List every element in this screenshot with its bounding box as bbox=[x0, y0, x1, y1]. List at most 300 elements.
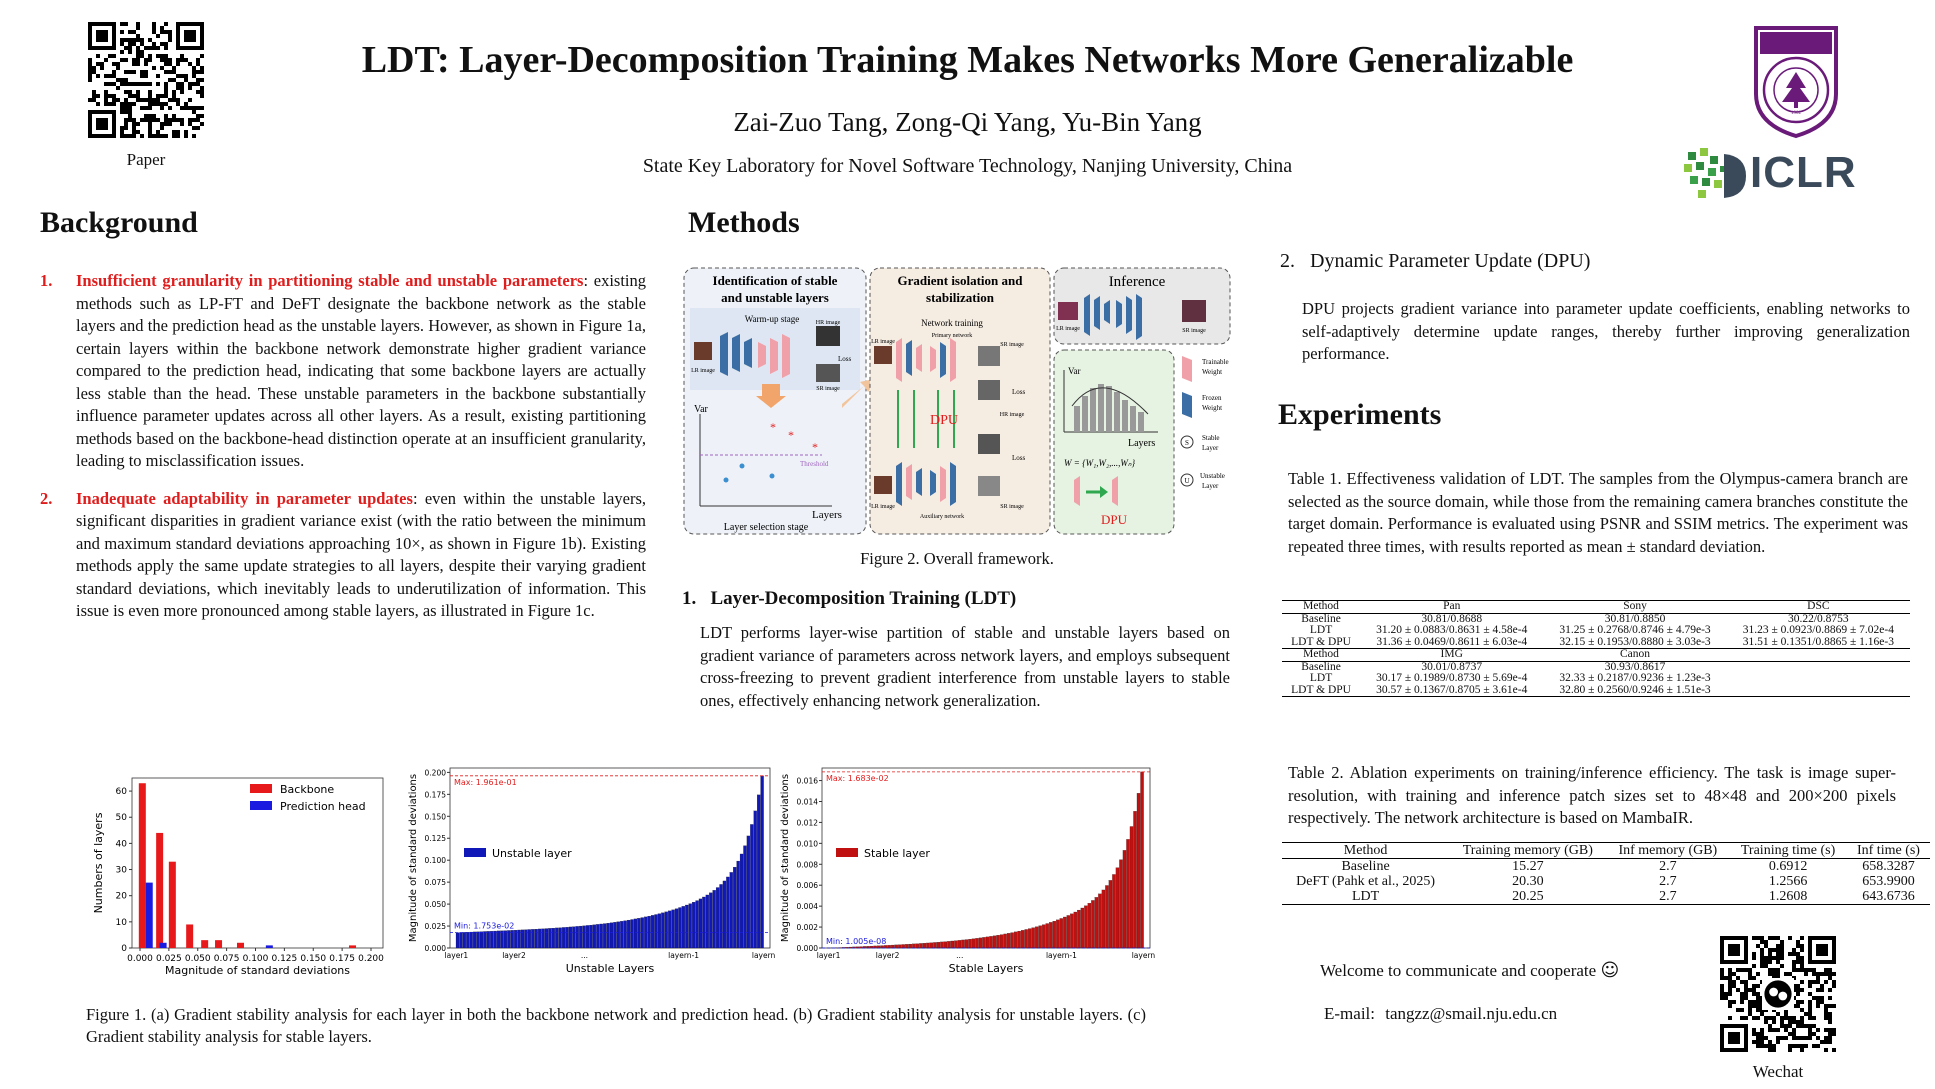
chart-b-bar bbox=[466, 932, 469, 948]
chart-b-bar bbox=[463, 932, 466, 948]
chart-a-bar bbox=[237, 943, 244, 948]
chart-c-bar bbox=[1102, 890, 1105, 948]
chart-b-bar bbox=[603, 924, 606, 948]
table2 bbox=[1282, 842, 1930, 905]
chart-c-bar bbox=[1137, 793, 1140, 948]
table-header-row bbox=[1282, 649, 1910, 662]
chart-a-ytick: 0 bbox=[121, 944, 127, 954]
chart-c-bar bbox=[1130, 826, 1133, 948]
chart-b-bar bbox=[473, 932, 476, 948]
chart-c-bar bbox=[926, 943, 929, 948]
chart-b-bar bbox=[709, 893, 712, 948]
table-cell: 30.57 ± 0.1367/0.8705 ± 3.61e-4 bbox=[1360, 685, 1543, 697]
seal-year: 1902 bbox=[1791, 111, 1801, 116]
chart-b-xtick: layer1 bbox=[444, 951, 469, 960]
chart-b-bar bbox=[555, 928, 558, 948]
table-cell: LDT bbox=[1309, 624, 1333, 636]
legend-unstable-2: Layer bbox=[1202, 482, 1219, 490]
chart-b-bar bbox=[538, 929, 541, 948]
chart-c-bar bbox=[990, 936, 993, 948]
chart-a-bar bbox=[160, 943, 167, 948]
email-label: E-mail: bbox=[1324, 1004, 1375, 1023]
fig2-sr-label-4: SR image bbox=[1182, 328, 1206, 334]
chart-b-ytick: 0.050 bbox=[424, 900, 446, 910]
table-cell: 31.51 ± 0.1351/0.8865 ± 1.16e-3 bbox=[1742, 635, 1894, 648]
chart-c-ylabel: Magnitude of standard deviations bbox=[780, 773, 791, 943]
legend-unstable-1: Unstable bbox=[1200, 472, 1225, 480]
chart-b-bar bbox=[668, 911, 671, 948]
chart-b-bar bbox=[535, 929, 538, 948]
item-text: : even within the unstable layers, significant disparities in gradient variance exist (with the ratio between the minimum and maximum standard deviations approaching 10×, as shown in Figure 1b). Existing methods apply the same update strategies to all layers, despite their varying gradient standard deviations, which inevitably leads to underutilization of information. This issue is even more pronounced among stable layers, as illustrated in Figure 1c. bbox=[76, 488, 646, 620]
table-cell: 1.2608 bbox=[1729, 889, 1847, 905]
chart-c-bar bbox=[1039, 926, 1042, 948]
chart-b-bar bbox=[737, 861, 740, 948]
chart-c-ytick: 0.010 bbox=[796, 839, 818, 849]
chart-c-bar bbox=[1056, 920, 1059, 948]
chart-c-bar bbox=[1000, 935, 1003, 948]
chart-c-bar bbox=[1095, 897, 1098, 948]
chart-b-ytick: 0.200 bbox=[424, 768, 446, 778]
chart-b-bar bbox=[559, 928, 562, 948]
item-number: 2. bbox=[40, 488, 53, 508]
chart-c-bar bbox=[979, 938, 982, 948]
iclr-logo bbox=[1680, 146, 1890, 202]
chart-b-bar bbox=[761, 776, 764, 948]
chart-c-bar bbox=[1060, 918, 1063, 948]
table-cell: 2.7 bbox=[1659, 859, 1677, 874]
item-title: Inadequate adaptability in parameter updates bbox=[76, 488, 413, 508]
legend-stable-2: Layer bbox=[1202, 444, 1219, 452]
table-cell: 15.27 bbox=[1512, 859, 1544, 874]
chart-b-bar bbox=[572, 927, 575, 948]
fig2-sr-label-2: SR image bbox=[1000, 342, 1024, 348]
table-cell: Training time (s) bbox=[1729, 843, 1847, 859]
table-cell: 30.81/0.8688 bbox=[1421, 612, 1483, 625]
table-cell: IMG bbox=[1360, 649, 1543, 662]
chart-c-bar bbox=[1049, 922, 1052, 948]
table-cell: 31.25 ± 0.2768/0.8746 ± 4.79e-3 bbox=[1559, 624, 1711, 636]
table-cell bbox=[1727, 673, 1910, 685]
chart-b-bar bbox=[562, 927, 565, 948]
chart-c-bar bbox=[940, 942, 943, 948]
chart-b-bar bbox=[483, 931, 486, 948]
chart-c-bar bbox=[1088, 903, 1091, 948]
chart-b-bar bbox=[470, 932, 473, 948]
table-cell bbox=[1727, 685, 1910, 697]
chart-c-bar bbox=[1074, 912, 1077, 948]
chart-b-bar bbox=[566, 927, 569, 948]
chart-b-bar bbox=[624, 921, 627, 948]
chart-c-bar bbox=[1109, 880, 1112, 948]
chart-b-bar bbox=[689, 904, 692, 948]
chart-c-bar bbox=[1081, 908, 1084, 948]
chart-b-bar bbox=[596, 924, 599, 948]
chart-c-bar bbox=[1021, 930, 1024, 948]
table-cell: LDT bbox=[1309, 672, 1333, 684]
legend-frozen-1: Frozen bbox=[1202, 394, 1222, 402]
poster-authors: Zai-Zuo Tang, Zong-Qi Yang, Yu-Bin Yang bbox=[733, 107, 1202, 137]
chart-c-bar bbox=[1098, 894, 1101, 948]
chart-b-bar bbox=[600, 924, 603, 948]
chart-b-ytick: 0.025 bbox=[424, 922, 446, 932]
table-cell: 1.2566 bbox=[1768, 874, 1808, 889]
fig2-layer-selection-label: Layer selection stage bbox=[723, 522, 809, 533]
table-cell: Sony bbox=[1543, 601, 1726, 614]
chart-c-bar bbox=[993, 936, 996, 948]
welcome-text: Welcome to communicate and cooperate bbox=[1320, 961, 1597, 980]
chart-b-bar bbox=[490, 931, 493, 948]
chart-b-bar bbox=[542, 929, 545, 948]
chart-b-bar bbox=[723, 881, 726, 948]
chart-c-bar bbox=[888, 945, 891, 948]
table-cell: 31.20 ± 0.0883/0.8631 ± 4.58e-4 bbox=[1376, 624, 1528, 636]
chart-a-xlabel: Magnitude of standard deviations bbox=[164, 964, 351, 977]
chart-a-legend-swatch bbox=[250, 801, 272, 810]
chart-a-xtick: 0.050 bbox=[184, 954, 211, 964]
chart-b-bar bbox=[696, 901, 699, 948]
table1 bbox=[1282, 600, 1910, 697]
ldt-heading: 1. Layer-Decomposition Training (LDT) bbox=[682, 588, 1017, 609]
chart-c-bar bbox=[968, 939, 971, 948]
chart-b-bar bbox=[757, 795, 760, 948]
poster-title: LDT: Layer-Decomposition Training Makes Networks More Generalizable bbox=[361, 39, 1574, 81]
chart-b-bar bbox=[589, 925, 592, 948]
chart-a-bar bbox=[201, 940, 208, 948]
smile-icon: ☺ bbox=[1600, 960, 1620, 981]
chart-b-bar bbox=[593, 925, 596, 948]
chart-c-bar bbox=[1126, 839, 1129, 948]
fig2-dpu-label: DPU bbox=[929, 413, 959, 428]
table-header-row bbox=[1282, 601, 1910, 614]
chart-b-bar bbox=[631, 919, 634, 948]
chart-c-bar bbox=[902, 944, 905, 948]
chart-b-max-label: Max: 1.961e-01 bbox=[454, 777, 517, 787]
table-cell: 30.01/0.8737 bbox=[1421, 660, 1483, 673]
chart-b-ytick: 0.175 bbox=[424, 790, 446, 800]
chart-b-bar bbox=[678, 908, 681, 948]
chart-c-ytick: 0.004 bbox=[796, 902, 818, 912]
chart-c-bar bbox=[1063, 917, 1066, 948]
chart-c-bar bbox=[1035, 927, 1038, 948]
table-cell: 31.23 ± 0.0923/0.8869 ± 7.02e-4 bbox=[1742, 624, 1894, 636]
fig2-inference-title: Inference bbox=[1108, 274, 1166, 290]
chart-c-xtick: layern bbox=[1131, 951, 1156, 960]
chart-a-xtick: 0.175 bbox=[329, 954, 356, 964]
chart-c-bar bbox=[1084, 906, 1087, 948]
table-row bbox=[1282, 673, 1910, 685]
chart-c-xlabel: Stable Layers bbox=[948, 962, 1024, 975]
chart-b-bar bbox=[569, 927, 572, 948]
chart-b-xtick: ... bbox=[580, 951, 588, 960]
chart-a-xtick: 0.200 bbox=[358, 954, 384, 964]
chart-b-bar bbox=[685, 905, 688, 948]
chart-c-bar bbox=[986, 937, 989, 948]
table-cell: Training memory (GB) bbox=[1449, 843, 1606, 859]
fig2-primary-label: Primary network bbox=[931, 333, 973, 339]
item-number: 1. bbox=[40, 271, 53, 290]
chart-b-bar bbox=[477, 932, 480, 948]
fig2-var-label: Var bbox=[694, 404, 708, 415]
chart-b-bar bbox=[699, 899, 702, 948]
background-heading: Background bbox=[40, 206, 198, 239]
chart-b-bar bbox=[654, 914, 657, 948]
table-cell: 32.80 ± 0.2560/0.9246 ± 1.51e-3 bbox=[1543, 685, 1726, 697]
chart-b-bar bbox=[613, 922, 616, 948]
chart-c-bar bbox=[1004, 934, 1007, 948]
chart-a-ytick: 60 bbox=[115, 787, 127, 798]
chart-c-xtick: ... bbox=[956, 951, 964, 960]
chart-c-bar bbox=[1140, 772, 1143, 948]
chart-c-bar bbox=[1028, 929, 1031, 948]
chart-c-bar bbox=[912, 944, 915, 948]
chart-a-legend-label: Backbone bbox=[280, 783, 335, 796]
chart-c-bar bbox=[961, 940, 964, 948]
chart-a-ytick: 20 bbox=[115, 891, 127, 902]
fig2-loss-label-2: Loss bbox=[1012, 388, 1026, 396]
chart-b-bar bbox=[648, 916, 651, 948]
chart-a-bar bbox=[156, 833, 163, 948]
chart-b-xtick: layer2 bbox=[502, 951, 526, 960]
svg-text:*: * bbox=[770, 420, 776, 434]
contact-welcome bbox=[1320, 960, 1619, 981]
chart-a-ytick: 10 bbox=[115, 917, 127, 928]
chart-a-ytick: 30 bbox=[115, 865, 127, 876]
chart-b-bar bbox=[487, 931, 490, 948]
table-cell: 20.30 bbox=[1512, 874, 1544, 889]
fig2-loss-label: Loss bbox=[838, 355, 852, 363]
chart-c-bar bbox=[1011, 933, 1014, 948]
chart-b-bar bbox=[617, 922, 620, 948]
framework-figure bbox=[682, 266, 1232, 538]
methods-heading: Methods bbox=[688, 206, 800, 239]
fig2-lr-label-4: LR image bbox=[1056, 326, 1080, 332]
chart-b-bar bbox=[702, 897, 705, 948]
table-cell: Baseline bbox=[1301, 612, 1341, 625]
fig2-loss-label-3: Loss bbox=[1012, 454, 1026, 462]
chart-b-bar bbox=[494, 931, 497, 948]
legend-trainable-1: Trainable bbox=[1202, 358, 1229, 366]
chart-b-bar bbox=[504, 931, 507, 948]
chart-c-bar bbox=[1105, 885, 1108, 948]
chart-c-bar bbox=[891, 945, 894, 948]
chart-b-bar bbox=[706, 895, 709, 948]
chart-a-legend-label: Prediction head bbox=[280, 800, 366, 813]
table-cell: 32.33 ± 0.2187/0.9236 ± 1.23e-3 bbox=[1559, 672, 1711, 684]
table-cell: 2.7 bbox=[1607, 889, 1730, 905]
table-row bbox=[1282, 889, 1930, 905]
chart-b-bar bbox=[548, 928, 551, 948]
chart-a-xtick: 0.100 bbox=[242, 954, 269, 964]
chart-b-bar bbox=[497, 931, 500, 948]
poster-affiliation: State Key Laboratory for Novel Software Technology, Nanjing University, China bbox=[642, 155, 1293, 177]
table-cell: LDT bbox=[1282, 889, 1449, 905]
chart-b-ytick: 0.125 bbox=[424, 834, 446, 844]
chart-b-bar bbox=[720, 884, 723, 948]
chart-b-bar bbox=[716, 888, 719, 948]
table2-caption: Table 2. Ablation experiments on training/inference efficiency. The task is image super-resolution, with training and inference patch sizes set to 48×48 and 200×200 pixels respectively. The network architecture is based on MambaIR. bbox=[1288, 763, 1896, 827]
chart-c-bar bbox=[1116, 868, 1119, 948]
chart-c-bar bbox=[947, 941, 950, 948]
chart-b-bar bbox=[661, 913, 664, 948]
chart-c-ytick: 0.008 bbox=[796, 860, 818, 870]
fig2-sr-label: SR image bbox=[816, 386, 840, 392]
chart-c-bar bbox=[937, 942, 940, 948]
chart-c-ytick: 0.006 bbox=[796, 881, 818, 891]
chart-c-bar bbox=[916, 944, 919, 948]
chart-c-bar bbox=[895, 945, 898, 948]
table-cell bbox=[1727, 661, 1910, 673]
figure1-chart-b bbox=[404, 760, 776, 980]
chart-c-legend-swatch bbox=[836, 848, 858, 857]
chart-b-bar bbox=[531, 929, 534, 948]
chart-a-bar bbox=[266, 945, 273, 948]
table-row bbox=[1282, 859, 1930, 875]
nju-seal-logo bbox=[1750, 24, 1842, 140]
chart-a-xtick: 0.150 bbox=[300, 954, 327, 964]
table-cell: 30.93/0.8617 bbox=[1604, 660, 1666, 673]
table-cell: Pan bbox=[1360, 601, 1543, 614]
svg-text:*: * bbox=[788, 428, 794, 442]
wechat-qr-code[interactable] bbox=[1720, 936, 1836, 1052]
chart-b-bar bbox=[730, 872, 733, 948]
fig2-panel2-title-1: Gradient isolation and bbox=[897, 273, 1023, 288]
wechat-label: Wechat bbox=[1752, 1062, 1804, 1081]
chart-c-bar bbox=[972, 939, 975, 948]
table-cell: 20.25 bbox=[1449, 889, 1606, 905]
chart-c-bar bbox=[951, 941, 954, 948]
contact-email bbox=[1324, 1004, 1557, 1024]
table-cell: DSC bbox=[1727, 601, 1910, 614]
chart-b-xtick: layern bbox=[751, 951, 776, 960]
chart-a-bar bbox=[139, 783, 146, 948]
chart-a-bar bbox=[169, 862, 176, 948]
table-cell: 31.36 ± 0.0469/0.8611 ± 6.03e-4 bbox=[1376, 635, 1528, 648]
chart-b-bar bbox=[651, 915, 654, 948]
chart-b-bar bbox=[507, 930, 510, 948]
chart-c-bar bbox=[923, 943, 926, 948]
chart-a-legend-swatch bbox=[250, 784, 272, 793]
chart-a-xtick: 0.000 bbox=[127, 954, 153, 964]
chart-c-bar bbox=[919, 943, 922, 948]
chart-a-bar bbox=[349, 945, 356, 948]
chart-a-bar bbox=[215, 940, 222, 948]
chart-b-bar bbox=[747, 836, 750, 948]
table-cell: Inf time (s) bbox=[1847, 843, 1930, 859]
chart-c-max-label: Max: 1.683e-02 bbox=[826, 773, 889, 783]
table-cell: Method bbox=[1282, 649, 1360, 662]
svg-text:*: * bbox=[812, 440, 818, 454]
chart-b-bar bbox=[634, 919, 637, 948]
chart-c-bar bbox=[1046, 924, 1049, 948]
email-link[interactable]: tangzz@smail.nju.edu.cn bbox=[1385, 1004, 1558, 1023]
chart-b-bar bbox=[658, 914, 661, 948]
chart-c-min-label: Min: 1.005e-08 bbox=[826, 936, 887, 946]
chart-b-bar bbox=[672, 910, 675, 948]
chart-b-bar bbox=[545, 929, 548, 948]
table-cell: 30.17 ± 0.1989/0.8730 ± 5.69e-4 bbox=[1376, 672, 1528, 684]
chart-c-bar bbox=[1067, 915, 1070, 948]
chart-b-bar bbox=[576, 926, 579, 948]
chart-b-bar bbox=[620, 921, 623, 948]
chart-c-xtick: layer1 bbox=[816, 951, 841, 960]
fig2-lr-label-2: LR image bbox=[871, 339, 895, 345]
table-cell: Canon bbox=[1543, 649, 1726, 662]
chart-c-bar bbox=[954, 941, 957, 948]
table-cell: DeFT (Pahk et al., 2025) bbox=[1296, 874, 1436, 889]
chart-c-bar bbox=[1042, 925, 1045, 948]
chart-c-ytick: 0.016 bbox=[796, 776, 818, 786]
chart-c-bar bbox=[944, 942, 947, 948]
chart-c-xtick: layern-1 bbox=[1045, 951, 1077, 960]
chart-a-ylabel: Numbers of layers bbox=[92, 812, 105, 914]
chart-b-xlabel: Unstable Layers bbox=[565, 962, 655, 975]
chart-b-bar bbox=[586, 925, 589, 948]
chart-b-bar bbox=[610, 923, 613, 948]
figure1-chart-c bbox=[776, 760, 1156, 980]
item-text: : existing methods such as LP-FT and DeFT designate the backbone network as the stable layers and the prediction head as the unstable layers. However, as shown in Figure 1a, certain layers within the backbone network demonstrate higher gradient variance compared to the prediction head, indicating that some backbone layers are actually less stable than the head. These unstable parameters in the backbone substantially influence parameter updates across all other layers. As a result, existing partitioning methods based on the backbone-head distinction operate at an insufficient granularity, leading to misclassification issues. bbox=[76, 271, 646, 470]
experiments-heading: Experiments bbox=[1278, 398, 1442, 431]
table-row bbox=[1282, 685, 1910, 697]
fig2-layers-label: Layers bbox=[812, 509, 842, 521]
chart-a-xtick: 0.075 bbox=[213, 954, 240, 964]
item-title: Insufficient granularity in partitioning stable and unstable parameters bbox=[76, 271, 584, 290]
chart-b-bar bbox=[579, 926, 582, 948]
fig2-warmup-label: Warm-up stage bbox=[744, 314, 800, 324]
chart-c-bar bbox=[1123, 850, 1126, 948]
table-cell: 30.81/0.8850 bbox=[1604, 612, 1666, 625]
chart-c-bar bbox=[982, 937, 985, 948]
ldt-text: LDT performs layer-wise partition of stable and unstable layers based on gradient variance of parameters across network layers, and employs subsequent cross-freezing to prevent gradient interference from unstable layers to stable ones, effectively enhancing network generalization. bbox=[700, 623, 1230, 710]
chart-c-xtick: layer2 bbox=[875, 951, 900, 960]
chart-b-bar bbox=[500, 931, 503, 948]
chart-b-bar bbox=[637, 918, 640, 948]
table-cell: 658.3287 bbox=[1862, 859, 1915, 874]
chart-b-bar bbox=[552, 928, 555, 948]
chart-b-bar bbox=[583, 926, 586, 948]
table-cell: 32.15 ± 0.1953/0.8880 ± 3.03e-3 bbox=[1559, 635, 1711, 648]
chart-c-bar bbox=[930, 943, 933, 948]
figure1-caption: Figure 1. (a) Gradient stability analysis for each layer in both the backbone network and prediction head. (b) Gradient stability analysis for unstable layers. (c) Gradient stability analysis for stable layers. bbox=[86, 1005, 1146, 1046]
chart-a-ytick: 40 bbox=[115, 839, 127, 850]
chart-c-bar bbox=[965, 940, 968, 948]
dpu-heading: 2. Dynamic Parameter Update (DPU) bbox=[1280, 250, 1591, 272]
chart-b-bar bbox=[607, 923, 610, 948]
fig2-hr-label: HR image bbox=[815, 320, 841, 326]
legend-trainable-2: Weight bbox=[1202, 368, 1223, 376]
legend-frozen-2: Weight bbox=[1202, 404, 1223, 412]
chart-b-bar bbox=[459, 932, 462, 948]
chart-b-bar bbox=[754, 811, 757, 948]
chart-b-bar bbox=[480, 932, 483, 948]
paper-qr-label: Paper bbox=[126, 150, 166, 169]
chart-b-ylabel: Magnitude of standard deviations bbox=[408, 773, 419, 943]
table-cell: 643.6736 bbox=[1847, 889, 1930, 905]
fig2-hr-label-2: HR image bbox=[999, 412, 1025, 418]
fig2-panel1-title-2: and unstable layers bbox=[721, 290, 829, 305]
chart-c-bar bbox=[1133, 811, 1136, 948]
background-body bbox=[40, 270, 646, 623]
iclr-text: ICLR bbox=[1750, 148, 1857, 197]
chart-b-bar bbox=[665, 912, 668, 948]
chart-b-bar bbox=[726, 877, 729, 948]
table-cell: Baseline bbox=[1301, 660, 1341, 673]
chart-c-ytick: 0.012 bbox=[796, 818, 818, 828]
chart-c-bar bbox=[1053, 921, 1056, 948]
chart-c-bar bbox=[997, 935, 1000, 948]
chart-c-bar bbox=[1112, 874, 1115, 948]
chart-c-bar bbox=[909, 944, 912, 948]
chart-a-xtick: 0.125 bbox=[271, 954, 298, 964]
